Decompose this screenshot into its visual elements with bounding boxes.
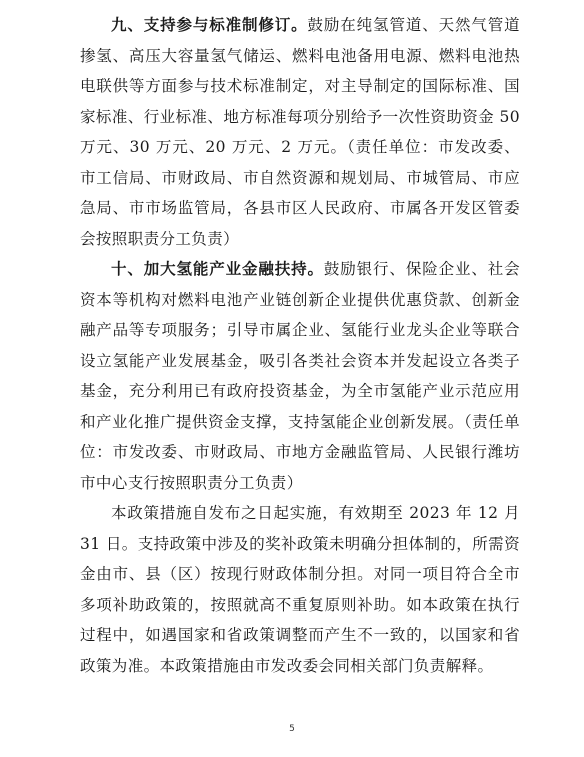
document-page [80,10,520,681]
paragraph-closing [80,498,520,681]
paragraph-nine [80,10,520,254]
paragraph-nine-body: 鼓励在纯氢管道、天然气管道掺氢、高压大容量氢气储运、燃料电池备用电源、燃料电池热电联供等方面参与技术标准制定，对主导制定的国际标准、国家标准、行业标准、地方标准每项分别给予一次性资助资金 50 万元、30 万元、20 万元、2 万元。（责任单位：市发改委、市工信局、市财政局、市自然资源和规划局、市城管局、市应急局、市市场监管局，各县市区人民政府、市属各开发区管委会按照职责分工负责） [80,16,520,248]
paragraph-ten-body: 鼓励银行、保险企业、社会资本等机构对燃料电池产业链创新企业提供优惠贷款、创新金融产品等专项服务；引导市属企业、氢能行业龙头企业等联合设立氢能产业发展基金，吸引各类社会资本并发起设立各类子基金，充分利用已有政府投资基金，为全市氢能产业示范应用和产业化推广提供资金支撑，支持氢能企业创新发展。（责任单位：市发改委、市财政局、市地方金融监管局、人民银行潍坊市中心支行按照职责分工负责） [80,260,520,492]
paragraph-ten-heading: 十、加大氢能产业金融扶持。 [111,259,324,278]
paragraph-nine-heading: 九、支持参与标准制修订。 [111,15,308,34]
paragraph-ten [80,254,520,498]
page-number: 5 [289,724,295,734]
paragraph-closing-body: 本政策措施自发布之日起实施，有效期至 2023 年 12 月 31 日。支持政策中涉及的奖补政策未明确分担体制的，所需资金由市、县（区）按现行财政体制分担。对同一项目符合全市多项补助政策的，按照就高不重复原则补助。如本政策在执行过程中，如遇国家和省政策调整而产生不一致的，以国家和省政策为准。本政策措施由市发改委会同相关部门负责解释。 [80,504,520,675]
